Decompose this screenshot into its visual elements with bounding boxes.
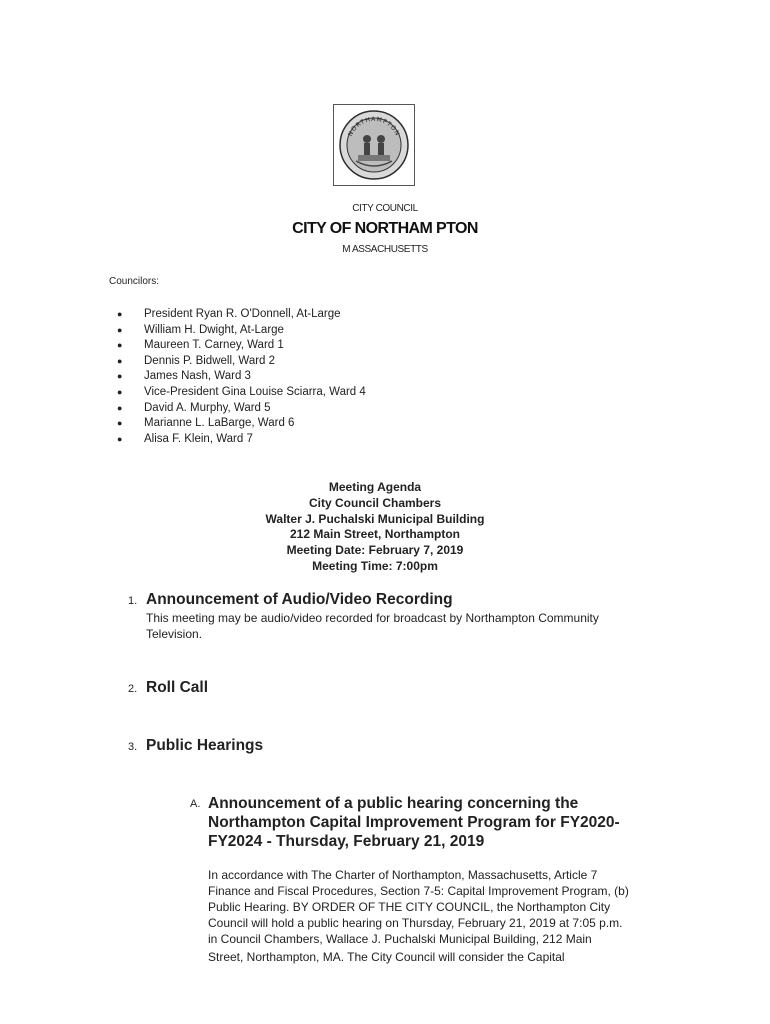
bullet-icon: ● [117, 309, 123, 319]
subitem-description-line: Finance and Fiscal Procedures, Section 7-5: Capital Improvement Program, (b) [208, 884, 629, 898]
meeting-date: Meeting Date: February 7, 2019 [286, 543, 464, 558]
councilor-name: Marianne L. LaBarge, Ward 6 [144, 417, 295, 430]
councilor-list [117, 307, 366, 447]
meeting-title: Meeting Agenda [328, 480, 422, 494]
list-item [117, 416, 366, 432]
list-item [117, 432, 366, 448]
subitem-description-line: Street, Northampton, MA. The City Council will consider the Capital [208, 950, 565, 964]
councilor-name: Alisa F. Klein, Ward 7 [144, 432, 253, 445]
list-item [117, 354, 366, 370]
meeting-time: Meeting Time: 7:00pm [312, 558, 438, 573]
councilor-name: William H. Dwight, At-Large [144, 323, 284, 336]
item-title: Announcement of Audio/Video Recording [146, 591, 453, 608]
bullet-icon: ● [117, 340, 123, 351]
subitem-description-line: Council will hold a public hearing on Thursday, February 21, 2019 at 7:05 p.m. [208, 916, 623, 930]
subitem-description-line: in Council Chambers, Wallace J. Puchalski Municipal Building, 212 Main [208, 932, 592, 946]
subitem-description [208, 867, 629, 965]
councilor-name: Vice-President Gina Louise Sciarra, Ward 4 [144, 385, 366, 398]
bullet-icon: ● [117, 324, 123, 335]
item-description-line: This meeting may be audio/video recorded for broadcast by Northampton Community [146, 611, 599, 625]
list-item [117, 323, 366, 339]
bullet-icon: ● [117, 386, 123, 397]
bullet-icon: ● [117, 433, 123, 444]
city-title: CITY OF NORTHAM PTON [292, 220, 478, 237]
meeting-location: City Council Chambers [308, 495, 442, 510]
list-item [117, 401, 366, 417]
item-number: 2. [128, 683, 138, 695]
subitem-title-line: Announcement of a public hearing concerning the [208, 795, 579, 812]
meeting-building: Walter J. Puchalski Municipal Building [265, 511, 485, 526]
councilor-name: President Ryan R. O'Donnell, At-Large [144, 308, 341, 320]
councilor-name: James Nash, Ward 3 [144, 370, 251, 383]
council-heading: CITY COUNCIL [352, 203, 418, 214]
subitem-description-line: In accordance with The Charter of Northampton, Massachusetts, Article 7 [208, 868, 598, 882]
item-title: Roll Call [146, 679, 209, 696]
item-number: 1. [128, 595, 138, 607]
item-description-line: Television. [146, 627, 203, 641]
list-item [117, 307, 366, 323]
councilors-label: Councilors: [109, 276, 160, 287]
list-item [117, 385, 366, 401]
list-item [117, 338, 366, 354]
meeting-info [0, 480, 750, 575]
subitem-letter: A. [190, 798, 201, 810]
seal-emblem-icon [338, 109, 410, 181]
city-seal [333, 104, 415, 186]
svg-text:NORTHAMPTON: NORTHAMPTON [346, 115, 402, 138]
item-title: Public Hearings [146, 737, 264, 754]
subitem-title-line: FY2024 - Thursday, February 21, 2019 [208, 833, 485, 850]
councilor-name: David A. Murphy, Ward 5 [144, 401, 271, 414]
state-heading: M ASSACHUSETTS [342, 244, 428, 255]
list-item [117, 369, 366, 385]
bullet-icon: ● [117, 418, 123, 429]
subitem-description-line: Public Hearing. BY ORDER OF THE CITY COUNCIL, the Northampton City [208, 900, 611, 914]
bullet-icon: ● [117, 371, 123, 382]
item-number: 3. [128, 741, 138, 753]
subitem-title [208, 794, 620, 851]
bullet-icon: ● [117, 402, 123, 413]
subitem-title-line: Northampton Capital Improvement Program for FY2020- [208, 814, 620, 831]
meeting-address: 212 Main Street, Northampton [289, 527, 461, 542]
item-description [146, 610, 599, 642]
councilor-name: Maureen T. Carney, Ward 1 [144, 339, 284, 352]
councilor-name: Dennis P. Bidwell, Ward 2 [144, 354, 276, 367]
bullet-icon: ● [117, 355, 123, 366]
